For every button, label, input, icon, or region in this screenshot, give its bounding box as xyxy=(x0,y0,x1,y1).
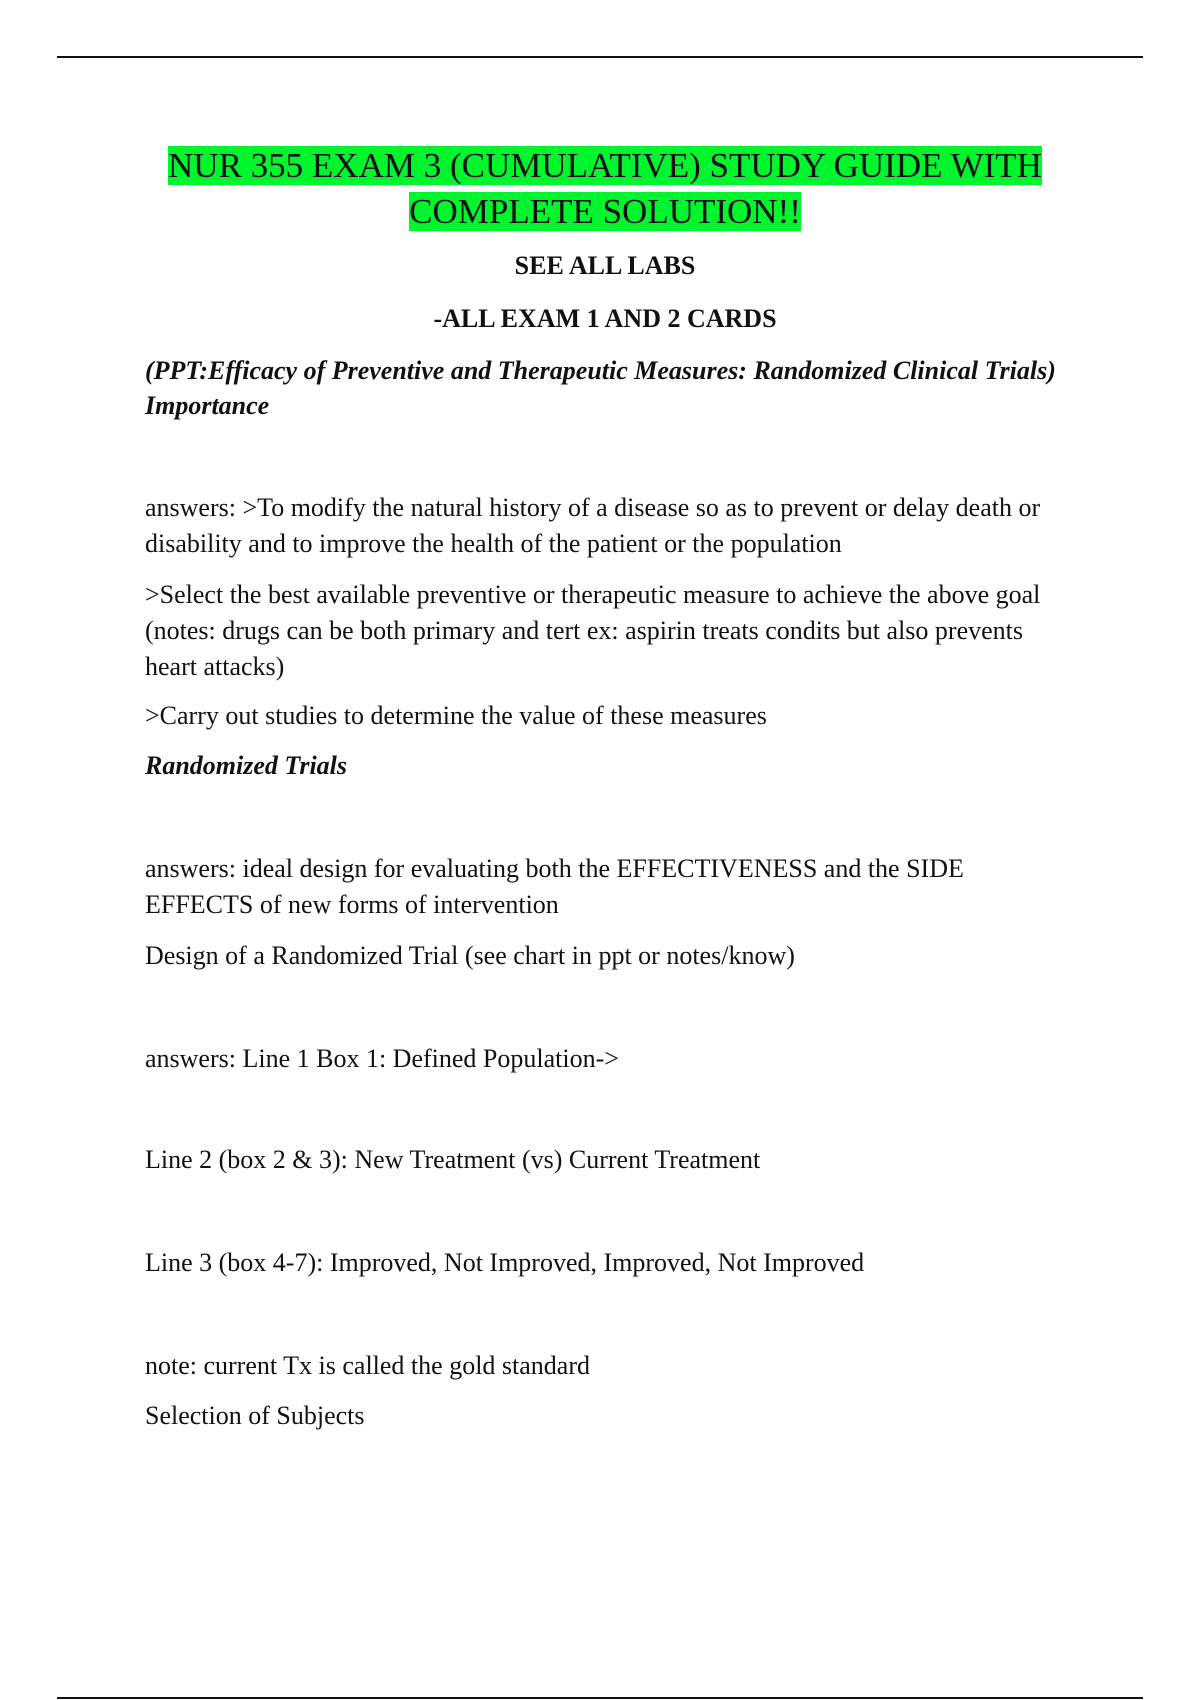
answer-design-note: note: current Tx is called the gold standard xyxy=(145,1351,590,1380)
answer-importance-b: >Select the best available preventive or therapeutic measure to achieve the above goal (notes: drugs can be both primary and tert ex: aspirin treats condits but also prevents heart attacks) xyxy=(145,580,1041,681)
answer-design-line1: answers: Line 1 Box 1: Defined Population-> xyxy=(145,1044,619,1073)
answer-importance-a: answers: >To modify the natural history of a disease so as to prevent or delay death or disability and to improve the health of the patient or the population xyxy=(145,493,1041,558)
question-heading-selection: Selection of Subjects xyxy=(145,1401,365,1430)
question-heading-design: Design of a Randomized Trial (see chart in ppt or notes/know) xyxy=(145,941,795,970)
bottom-rule xyxy=(57,1697,1143,1699)
question-heading-importance: (PPT:Efficacy of Preventive and Therapeutic Measures: Randomized Clinical Trials) Importance xyxy=(145,356,1056,420)
title-line-2: COMPLETE SOLUTION!! xyxy=(409,192,801,231)
title-line-1: NUR 355 EXAM 3 (CUMULATIVE) STUDY GUIDE WITH xyxy=(168,146,1042,185)
top-rule xyxy=(57,56,1143,58)
subtitle-labs: SEE ALL LABS xyxy=(514,251,696,280)
question-heading-randomized-trials: Randomized Trials xyxy=(145,751,348,780)
subtitle-cards: -ALL EXAM 1 AND 2 CARDS xyxy=(433,304,777,333)
answer-importance-c: >Carry out studies to determine the value of these measures xyxy=(145,701,767,730)
answer-design-line2: Line 2 (box 2 & 3): New Treatment (vs) Current Treatment xyxy=(145,1145,761,1174)
answer-design-line3: Line 3 (box 4-7): Improved, Not Improved, Improved, Not Improved xyxy=(145,1248,865,1277)
document-title xyxy=(145,143,1065,235)
answer-randomized-trials: answers: ideal design for evaluating both the EFFECTIVENESS and the SIDE EFFECTS of new forms of intervention xyxy=(145,854,964,919)
